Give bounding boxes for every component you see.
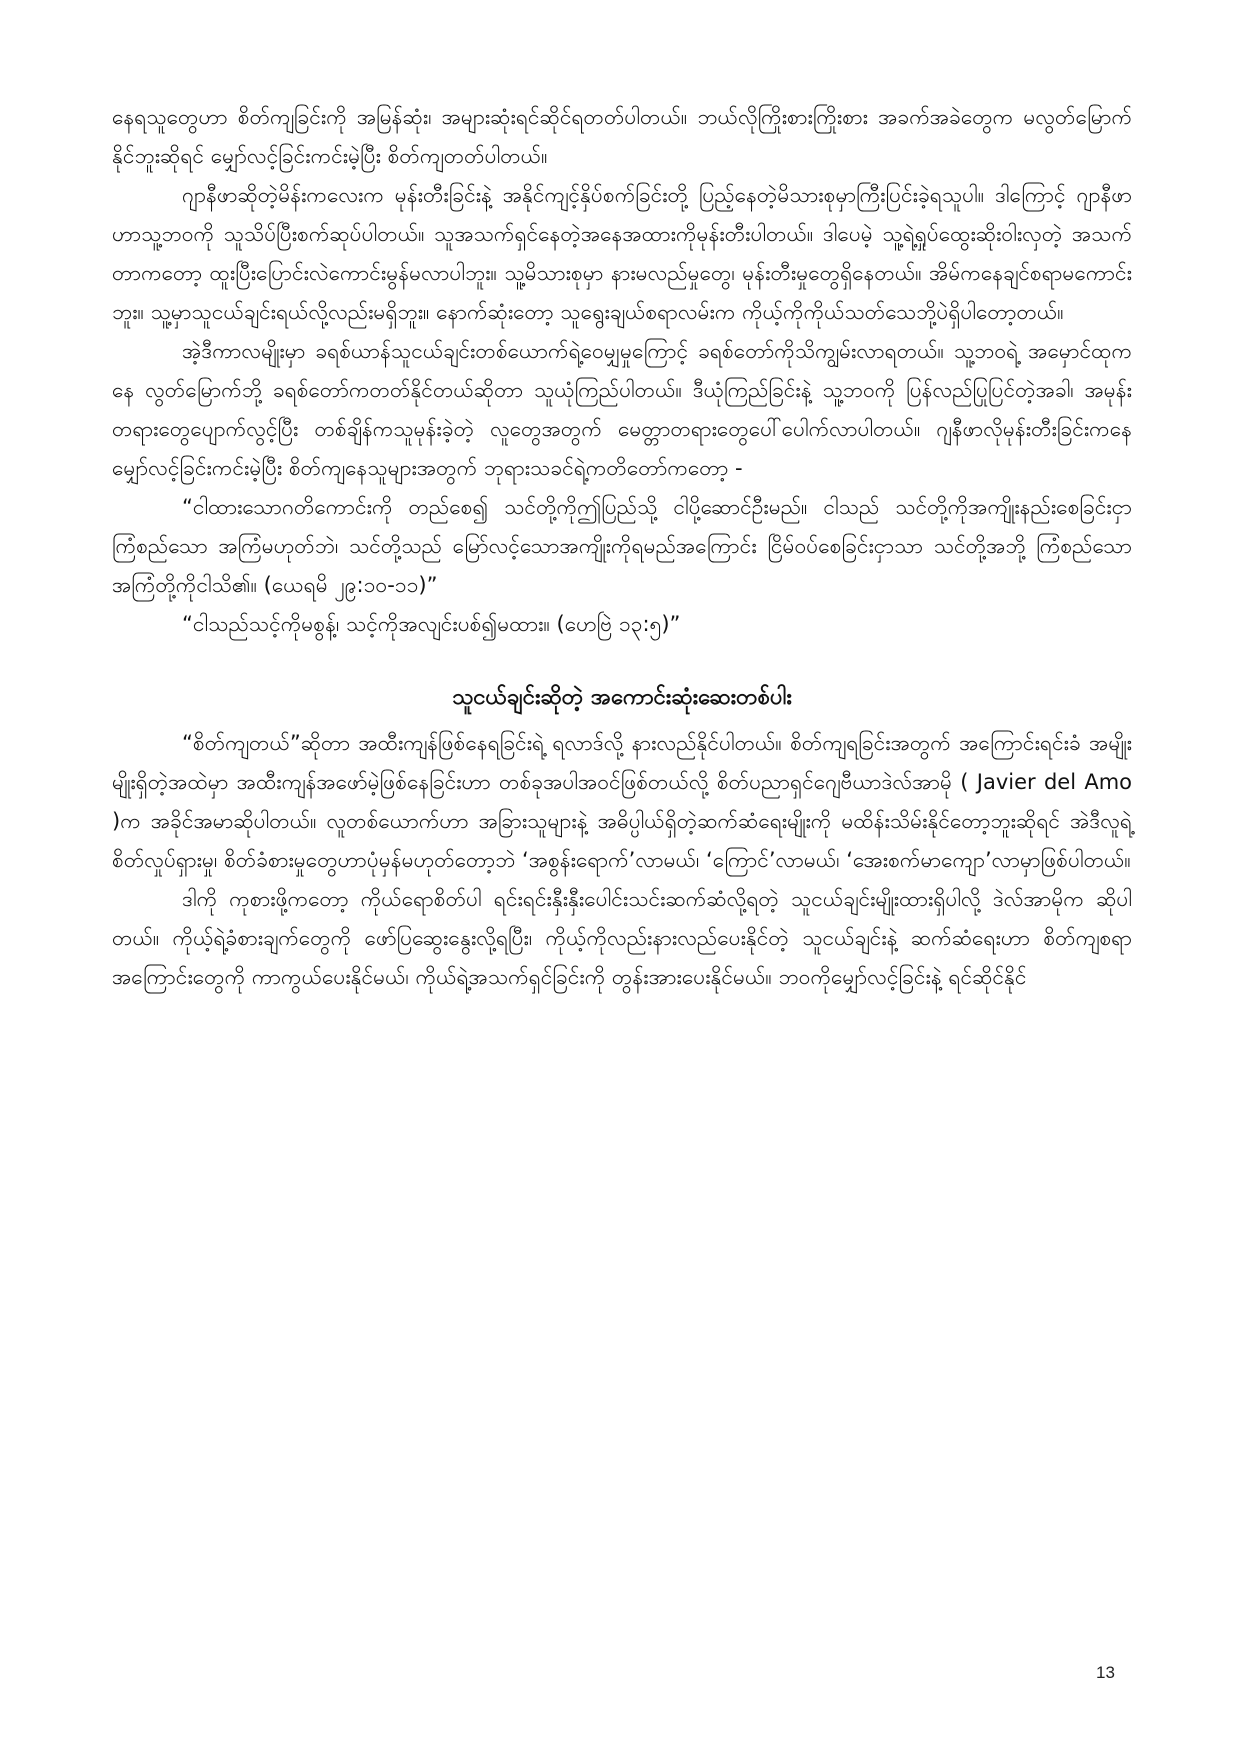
paragraph-3: အဲ့ဒီကာလမျိုးမှာ ခရစ်ယာန်သူငယ်ချင်းတစ်ယောက်ရဲ့ဝေမျှမှုကြောင့် ခရစ်တော်ကိုသိကျွမ်းလာရတယ်။ သူ့ဘဝရဲ့ အမှောင်ထုကနေ လွတ်မြောက်ဘို့ ခရစ်တော်ကတတ်နိုင်တယ်ဆိုတာ သူယုံကြည်ပါတယ်။ ဒီယုံကြည်ခြင်းနဲ့ သူ့ဘဝကို ပြန်လည်ပြုပြင်တဲ့အခါ၊ အမုန်းတရားတွေပျောက်လွင့်ပြီး တစ်ချိန်ကသူမုန်းခဲ့တဲ့ လူတွေအတွက် မေတ္တာတရားတွေပေါ်ပေါက်လာပါတယ်။ ဂျနီဖာလိုမုန်းတီးခြင်းကနေ မျှော်လင့်ခြင်းကင်းမဲ့ပြီး စိတ်ကျနေသူများအတွက် ဘုရားသခင်ရဲ့ကတိတော်ကတော့ - (112, 339, 1132, 480)
section-paragraph-2: ဒါကို ကုစားဖို့ကတော့ ကိုယ်ရောစိတ်ပါ ရင်းရင်းနှီးနှီးပေါင်းသင်းဆက်ဆံလို့ရတဲ့ သူငယ်ချင်းမျိုးထားရှိပါလို့ ဒဲလ်အာမိုက ဆိုပါတယ်။ ကိုယ့်ရဲ့ခံစားချက်တွေကို ဖော်ပြဆွေးနွေးလို့ရပြီး၊ ကိုယ့်ကိုလည်းနားလည်ပေးနိုင်တဲ့ သူငယ်ချင်းနဲ့ ဆက်ဆံရေးဟာ စိတ်ကျစရာအကြောင်းတွေကို ကာကွယ်ပေးနိုင်မယ်၊ ကိုယ်ရဲ့အသက်ရှင်ခြင်းကို တွန်းအားပေးနိုင်မယ်။ ဘဝကိုမျှော်လင့်ခြင်းနဲ့ ရင်ဆိုင်နိုင် (112, 887, 1132, 989)
paragraph-1: နေရသူတွေဟာ စိတ်ကျခြင်းကို အမြန်ဆုံး၊ အများဆုံးရင်ဆိုင်ရတတ်ပါတယ်။ ဘယ်လိုကြိုးစားကြိုးစား အခက်အခဲတွေက မလွတ်မြောက်နိုင်ဘူးဆိုရင် မျှော်လင့်ခြင်းကင်းမဲ့ပြီး စိတ်ကျတတ်ပါတယ်။ (112, 105, 1132, 168)
document-page (112, 98, 1132, 997)
quote-jeremiah: “ငါထားသောဂတိကောင်းကို တည်စေ၍ သင်တို့ကိုဤပြည်သို့ ငါပို့ဆောင်ဦးမည်။ ငါသည် သင်တို့ကိုအကျိုးနည်းစေခြင်းငှာ ကြံစည်သော အကြံမဟုတ်ဘဲ၊ သင်တို့သည် မြော်လင့်သောအကျိုးကိုရမည်အကြောင်း ငြိမ်ဝပ်စေခြင်းငှာသာ သင်တို့အဘို့ ကြံစည်သောအကြံတို့ကိုငါသိ၏။ (ယေရမိ ၂၉:၁၀-၁၁)” (112, 495, 1132, 597)
quote-hebrews: “ငါသည်သင့်ကိုမစွန့်၊ သင့်ကိုအလျင်းပစ်၍မထား။ (ဟေဗြဲ ၁၃:၅)” (182, 612, 681, 636)
paragraph-2: ဂျာနီဖာဆိုတဲ့မိန်းကလေးက မုန်းတီးခြင်းနဲ့ အနိုင်ကျင့်နှိပ်စက်ခြင်းတို့ ပြည့်နေတဲ့မိသားစုမှာကြီးပြင်းခဲ့ရသူပါ။ ဒါကြောင့် ဂျာနီဖာဟာသူ့ဘဝကို သူသိပ်ပြီးစက်ဆုပ်ပါတယ်။ သူအသက်ရှင်နေတဲ့အနေအထားကိုမုန်းတီးပါတယ်။ ဒါပေမဲ့ သူ့ရဲ့ရှုပ်ထွေးဆိုးဝါးလှတဲ့ အသက်တာကတော့ ထူးပြီးပြောင်းလဲကောင်းမွန်မလာပါဘူး။ သူ့မိသားစုမှာ နားမလည်မှုတွေ၊ မုန်းတီးမှုတွေရှိနေတယ်။ အိမ်ကနေချင်စရာမကောင်းဘူး။ သူ့မှာသူငယ်ချင်းရယ်လို့လည်းမရှိဘူး။ နောက်ဆုံးတော့ သူရွေးချယ်စရာလမ်းက ကိုယ့်ကိုကိုယ်သတ်သေဘို့ပဲရှိပါတော့တယ်။ (112, 183, 1132, 324)
page-number: 13 (1096, 1663, 1115, 1682)
section-paragraph-1: “စိတ်ကျတယ်”ဆိုတာ အထီးကျန်ဖြစ်နေရခြင်းရဲ့ ရလာဒ်လို့ နားလည်နိုင်ပါတယ်။ စိတ်ကျရခြင်းအတွက် အကြောင်းရင်းခံ အမျိုးမျိုးရှိတဲ့အထဲမှာ အထီးကျန်အဖော်မဲ့ဖြစ်နေခြင်းဟာ တစ်ခုအပါအဝင်ဖြစ်တယ်လို့ စိတ်ပညာရှင်ဂျေဗီယာဒဲလ်အာမို ( Javier del Amo )က အခိုင်အမာဆိုပါတယ်။ လူတစ်ယောက်ဟာ အခြားသူများနဲ့ အဓိပ္ပါယ်ရှိတဲ့ဆက်ဆံရေးမျိုးကို မထိန်းသိမ်းနိုင်တော့ဘူးဆိုရင် အဲဒီလူရဲ့စိတ်လှုပ်ရှားမှု၊ စိတ်ခံစားမှုတွေဟာပုံမှန်မဟုတ်တော့ဘဲ ‘အစွန်းရောက်’လာမယ်၊ ‘ကြောင်’လာမယ်၊ ‘အေးစက်မာကျော’လာမှာဖြစ်ပါတယ်။ (112, 731, 1132, 872)
section-heading: သူငယ်ချင်းဆိုတဲ့ အကောင်းဆုံးဆေးတစ်ပါး (452, 685, 792, 710)
